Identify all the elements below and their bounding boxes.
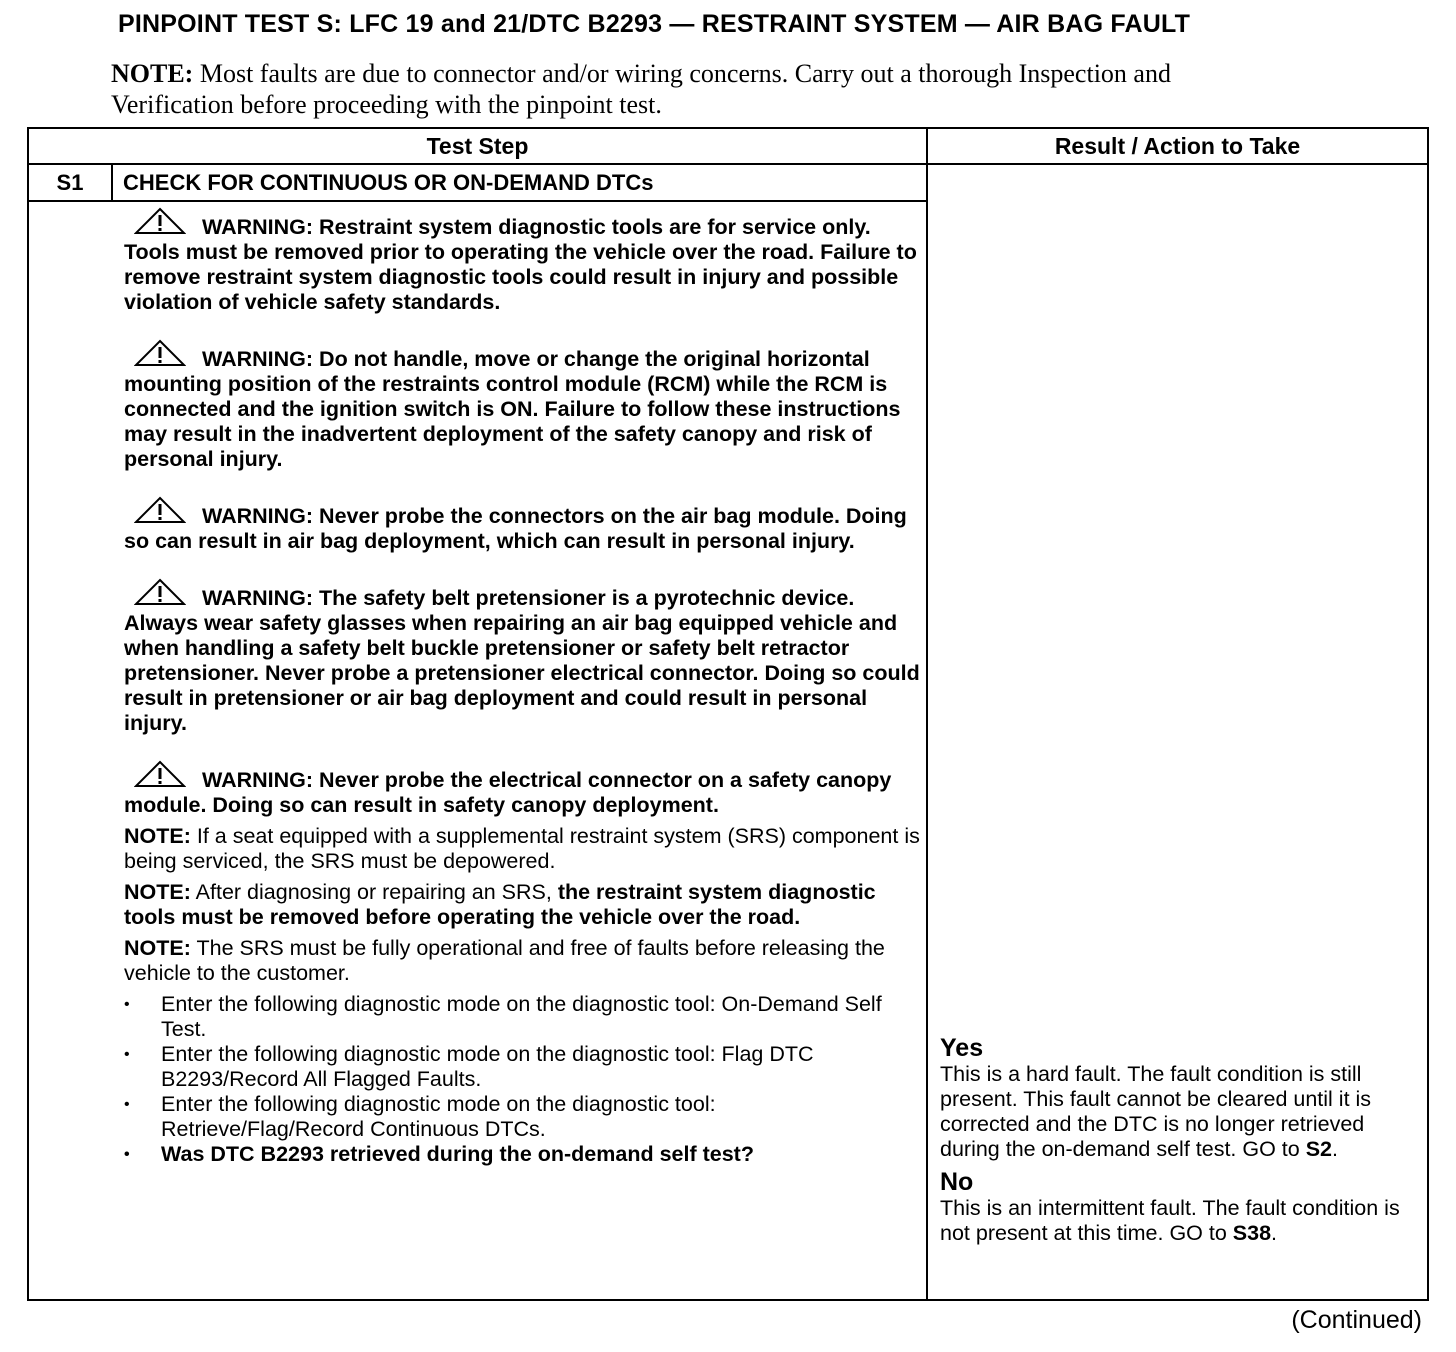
warning-4	[124, 578, 924, 736]
result-yes	[940, 1034, 1425, 1162]
result-yes-label: Yes	[940, 1034, 984, 1062]
intro-note	[111, 58, 1231, 120]
step-question: • Was DTC B2293 retrieved during the on-demand self test?	[124, 1142, 924, 1167]
result-no	[940, 1168, 1425, 1246]
warning-text: WARNING: Never probe the electrical connector on a safety canopy module. Doing so can result in safety canopy deployment.	[124, 768, 892, 817]
warning-1	[124, 207, 924, 315]
warning-3	[124, 496, 924, 554]
list-item: • Enter the following diagnostic mode on the diagnostic tool: On-Demand Self Test.	[124, 992, 924, 1042]
result-no-label: No	[940, 1168, 974, 1196]
warning-5	[124, 760, 924, 818]
warning-2	[124, 339, 924, 472]
note-text: The SRS must be fully operational and free of faults before releasing the vehicle to the customer.	[124, 936, 885, 985]
step-content	[124, 207, 924, 1167]
note-3	[124, 936, 924, 986]
step-id-divider	[111, 165, 113, 200]
note-2	[124, 880, 924, 930]
warning-triangle-icon	[134, 339, 186, 367]
note-1	[124, 824, 924, 874]
warning-triangle-icon	[134, 760, 186, 788]
header-test-step: Test Step	[426, 132, 529, 159]
column-divider	[926, 129, 928, 1299]
warning-triangle-icon	[134, 207, 186, 235]
header-result: Result / Action to Take	[1054, 132, 1301, 159]
goto-link[interactable]: S38	[1232, 1221, 1272, 1245]
result-yes-text: This is a hard fault. The fault condition is still present. This fault cannot be cleared until it is corrected and the DTC is no longer retrieved during the on-demand self test. GO to	[940, 1062, 1372, 1161]
warning-text: WARNING: The safety belt pretensioner is a pyrotechnic device. Always wear safety glasses when repairing an air bag equipped vehicle and when handling a safety belt buckle pretensioner or safety belt retractor pretensioner. Never probe a pretensioner electrical connector. Doing so could result in pretensioner or air bag deployment and could result in personal injury.	[124, 586, 920, 735]
continued-label: (Continued)	[1291, 1306, 1422, 1334]
step-id: S1	[56, 170, 84, 195]
intro-note-label: NOTE:	[111, 59, 194, 88]
note-text: If a seat equipped with a supplemental restraint system (SRS) component is being serviced, the SRS must be depowered.	[124, 824, 920, 873]
warning-triangle-icon	[134, 578, 186, 606]
step-title: CHECK FOR CONTINUOUS OR ON-DEMAND DTCs	[123, 170, 654, 195]
list-item: • Enter the following diagnostic mode on the diagnostic tool: Flag DTC B2293/Record All Flagged Faults.	[124, 1042, 924, 1092]
intro-note-text: Most faults are due to connector and/or wiring concerns. Carry out a thorough Inspection and Verification before proceeding with the pinpoint test.	[111, 59, 1171, 119]
note-label: NOTE:	[124, 824, 191, 848]
warning-text: WARNING: Never probe the connectors on the air bag module. Doing so can result in air bag deployment, which can result in personal injury.	[124, 504, 907, 553]
result-yes-end: .	[1332, 1137, 1338, 1161]
note-bold-text: the restraint system diagnostic tools must be removed before operating the vehicle over the road.	[124, 880, 876, 929]
note-label: NOTE:	[124, 936, 191, 960]
result-column	[940, 1034, 1425, 1252]
pinpoint-table	[27, 127, 1429, 1301]
warning-text: WARNING: Restraint system diagnostic tools are for service only. Tools must be removed prior to operating the vehicle over the road. Failure to remove restraint system diagnostic tools could result in injury and possible violation of vehicle safety standards.	[124, 215, 917, 314]
note-label: NOTE:	[124, 880, 191, 904]
warning-text: WARNING: Do not handle, move or change the original horizontal mounting position of the restraints control module (RCM) while the RCM is connected and the ignition switch is ON. Failure to follow these instructions may result in the inadvertent deployment of the safety canopy and risk of personal injury.	[124, 347, 901, 471]
warning-triangle-icon	[134, 496, 186, 524]
goto-link[interactable]: S2	[1305, 1137, 1333, 1161]
list-item: • Enter the following diagnostic mode on the diagnostic tool: Retrieve/Flag/Record Continuous DTCs.	[124, 1092, 924, 1142]
result-no-end: .	[1271, 1221, 1278, 1245]
result-no-text: This is an intermittent fault. The fault condition is not present at this time. GO to	[940, 1196, 1400, 1245]
page-title: PINPOINT TEST S: LFC 19 and 21/DTC B2293 — RESTRAINT SYSTEM — AIR BAG FAULT	[118, 10, 1191, 38]
note-text: After diagnosing or repairing an SRS,	[190, 880, 558, 904]
action-list	[124, 992, 924, 1167]
